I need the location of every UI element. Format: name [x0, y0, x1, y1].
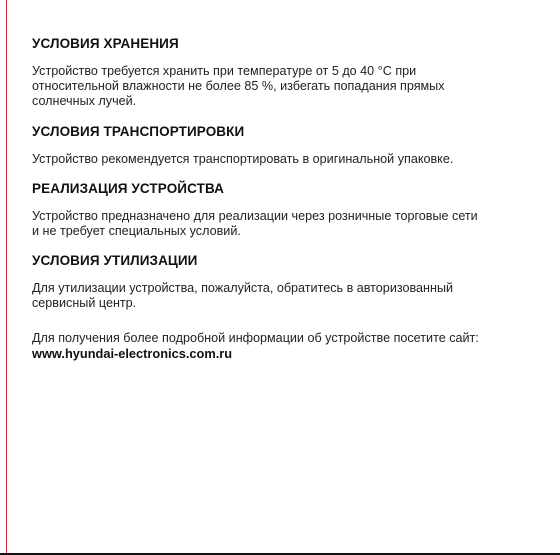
- paragraph-sales: [32, 209, 537, 239]
- paragraph-line: Для утилизации устройства, пожалуйста, обратитесь в авторизованный: [32, 281, 454, 296]
- paragraph-line: и не требует специальных условий.: [32, 224, 241, 239]
- website-link[interactable]: www.hyundai-electronics.com.ru: [32, 345, 233, 361]
- heading-disposal: УСЛОВИЯ УТИЛИЗАЦИИ: [32, 253, 198, 269]
- heading-storage: УСЛОВИЯ ХРАНЕНИЯ: [32, 36, 179, 51]
- paragraph-line: Устройство рекомендуется транспортировать в оригинальной упаковке.: [32, 151, 454, 166]
- left-margin-rule: [6, 0, 7, 555]
- paragraph-disposal: [32, 281, 537, 311]
- section-more-info: [32, 331, 537, 362]
- paragraph-line: Устройство предназначено для реализации через розничные торговые сети: [32, 208, 478, 223]
- paragraph-storage: [32, 64, 537, 110]
- paragraph-line: сервисный центр.: [32, 296, 137, 311]
- section-sales: [32, 180, 537, 239]
- paragraph-line: солнечных лучей.: [32, 94, 137, 109]
- section-storage: [32, 35, 537, 110]
- section-transportation: [32, 123, 537, 167]
- document-body: [32, 35, 537, 362]
- paragraph-line: Устройство требуется хранить при температуре от 5 до 40 °С при: [32, 64, 417, 78]
- paragraph-line: относительной влажности не более 85 %, избегать попадания прямых: [32, 79, 445, 94]
- heading-transportation: УСЛОВИЯ ТРАНСПОРТИРОВКИ: [32, 123, 245, 139]
- section-disposal: [32, 252, 537, 311]
- heading-sales: РЕАЛИЗАЦИЯ УСТРОЙСТВА: [32, 180, 224, 196]
- paragraph-transportation: [32, 152, 537, 167]
- more-info-text: Для получения более подробной информации об устройстве посетите сайт:: [32, 330, 479, 345]
